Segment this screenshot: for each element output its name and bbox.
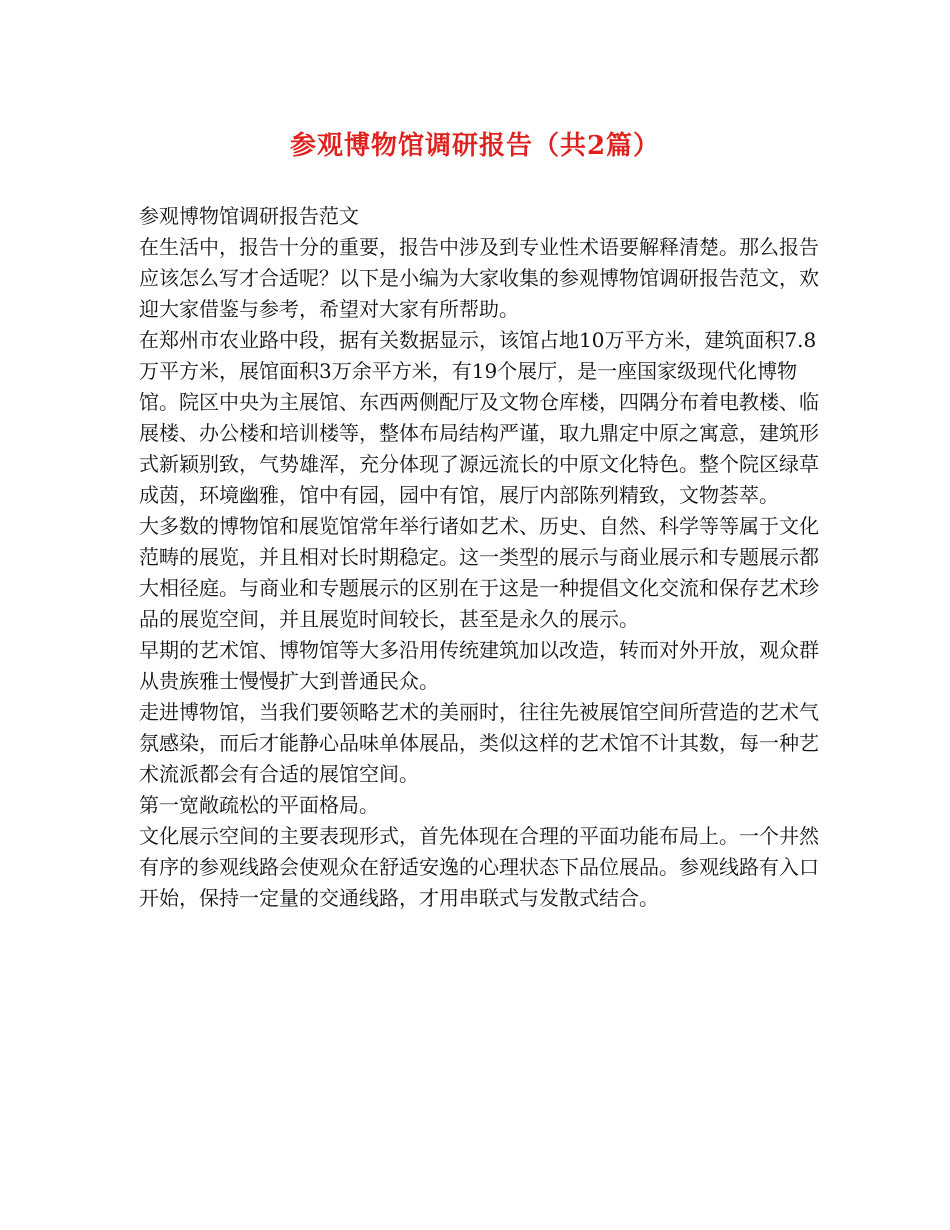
paragraph-subtitle: 参观博物馆调研报告范文	[139, 204, 359, 228]
paragraph-museum-location: 在郑州市农业路中段，据有关数据显示，该馆占地10万平方米，建筑面积7.8万平方米，展馆面积3万余平方米，有19个展厅，是一座国家级现代化博物馆。院区中央为主展馆、东西两侧配厅及文物仓库楼，四隅分布着电教楼、临展楼、办公楼和培训楼等，整体布局结构严谨，取九鼎定中原之寓意，建筑形式新颖别致，气势雄浑，充分体现了源远流长的中原文化特色。整个院区绿草成茵，环境幽雅，馆中有园，园中有馆，展厅内部陈列精致，文物荟萃。	[139, 328, 819, 507]
paragraph-intro: 在生活中，报告十分的重要，报告中涉及到专业性术语要解释清楚。那么报告应该怎么写才合适呢？以下是小编为大家收集的参观博物馆调研报告范文，欢迎大家借鉴与参考，希望对大家有所帮助。	[139, 235, 819, 321]
paragraph-section-heading: 第一宽敞疏松的平面格局。	[139, 793, 379, 817]
document-body	[139, 201, 825, 914]
document-title: 参观博物馆调研报告（共2篇）	[289, 131, 661, 161]
paragraph-layout: 文化展示空间的主要表现形式，首先体现在合理的平面功能布局上。一个井然有序的参观线路会使观众在舒适安逸的心理状态下品位展品。参观线路有入口开始，保持一定量的交通线路，才用串联式与发散式结合。	[139, 824, 819, 910]
paragraph-exhibition-types: 大多数的博物馆和展览馆常年举行诸如艺术、历史、自然、科学等等属于文化范畴的展览，并且相对长时期稳定。这一类型的展示与商业展示和专题展示都大相径庭。与商业和专题展示的区别在于这是一种提倡文化交流和保存艺术珍品的展览空间，并且展览时间较长，甚至是永久的展示。	[139, 514, 819, 631]
paragraph-entering-museum: 走进博物馆，当我们要领略艺术的美丽时，往往先被展馆空间所营造的艺术气氛感染，而后才能静心品味单体展品，类似这样的艺术馆不计其数，每一种艺术流派都会有合适的展馆空间。	[139, 700, 819, 786]
paragraph-early-museums: 早期的艺术馆、博物馆等大多沿用传统建筑加以改造，转而对外开放，观众群从贵族雅士慢慢扩大到普通民众。	[139, 638, 819, 693]
